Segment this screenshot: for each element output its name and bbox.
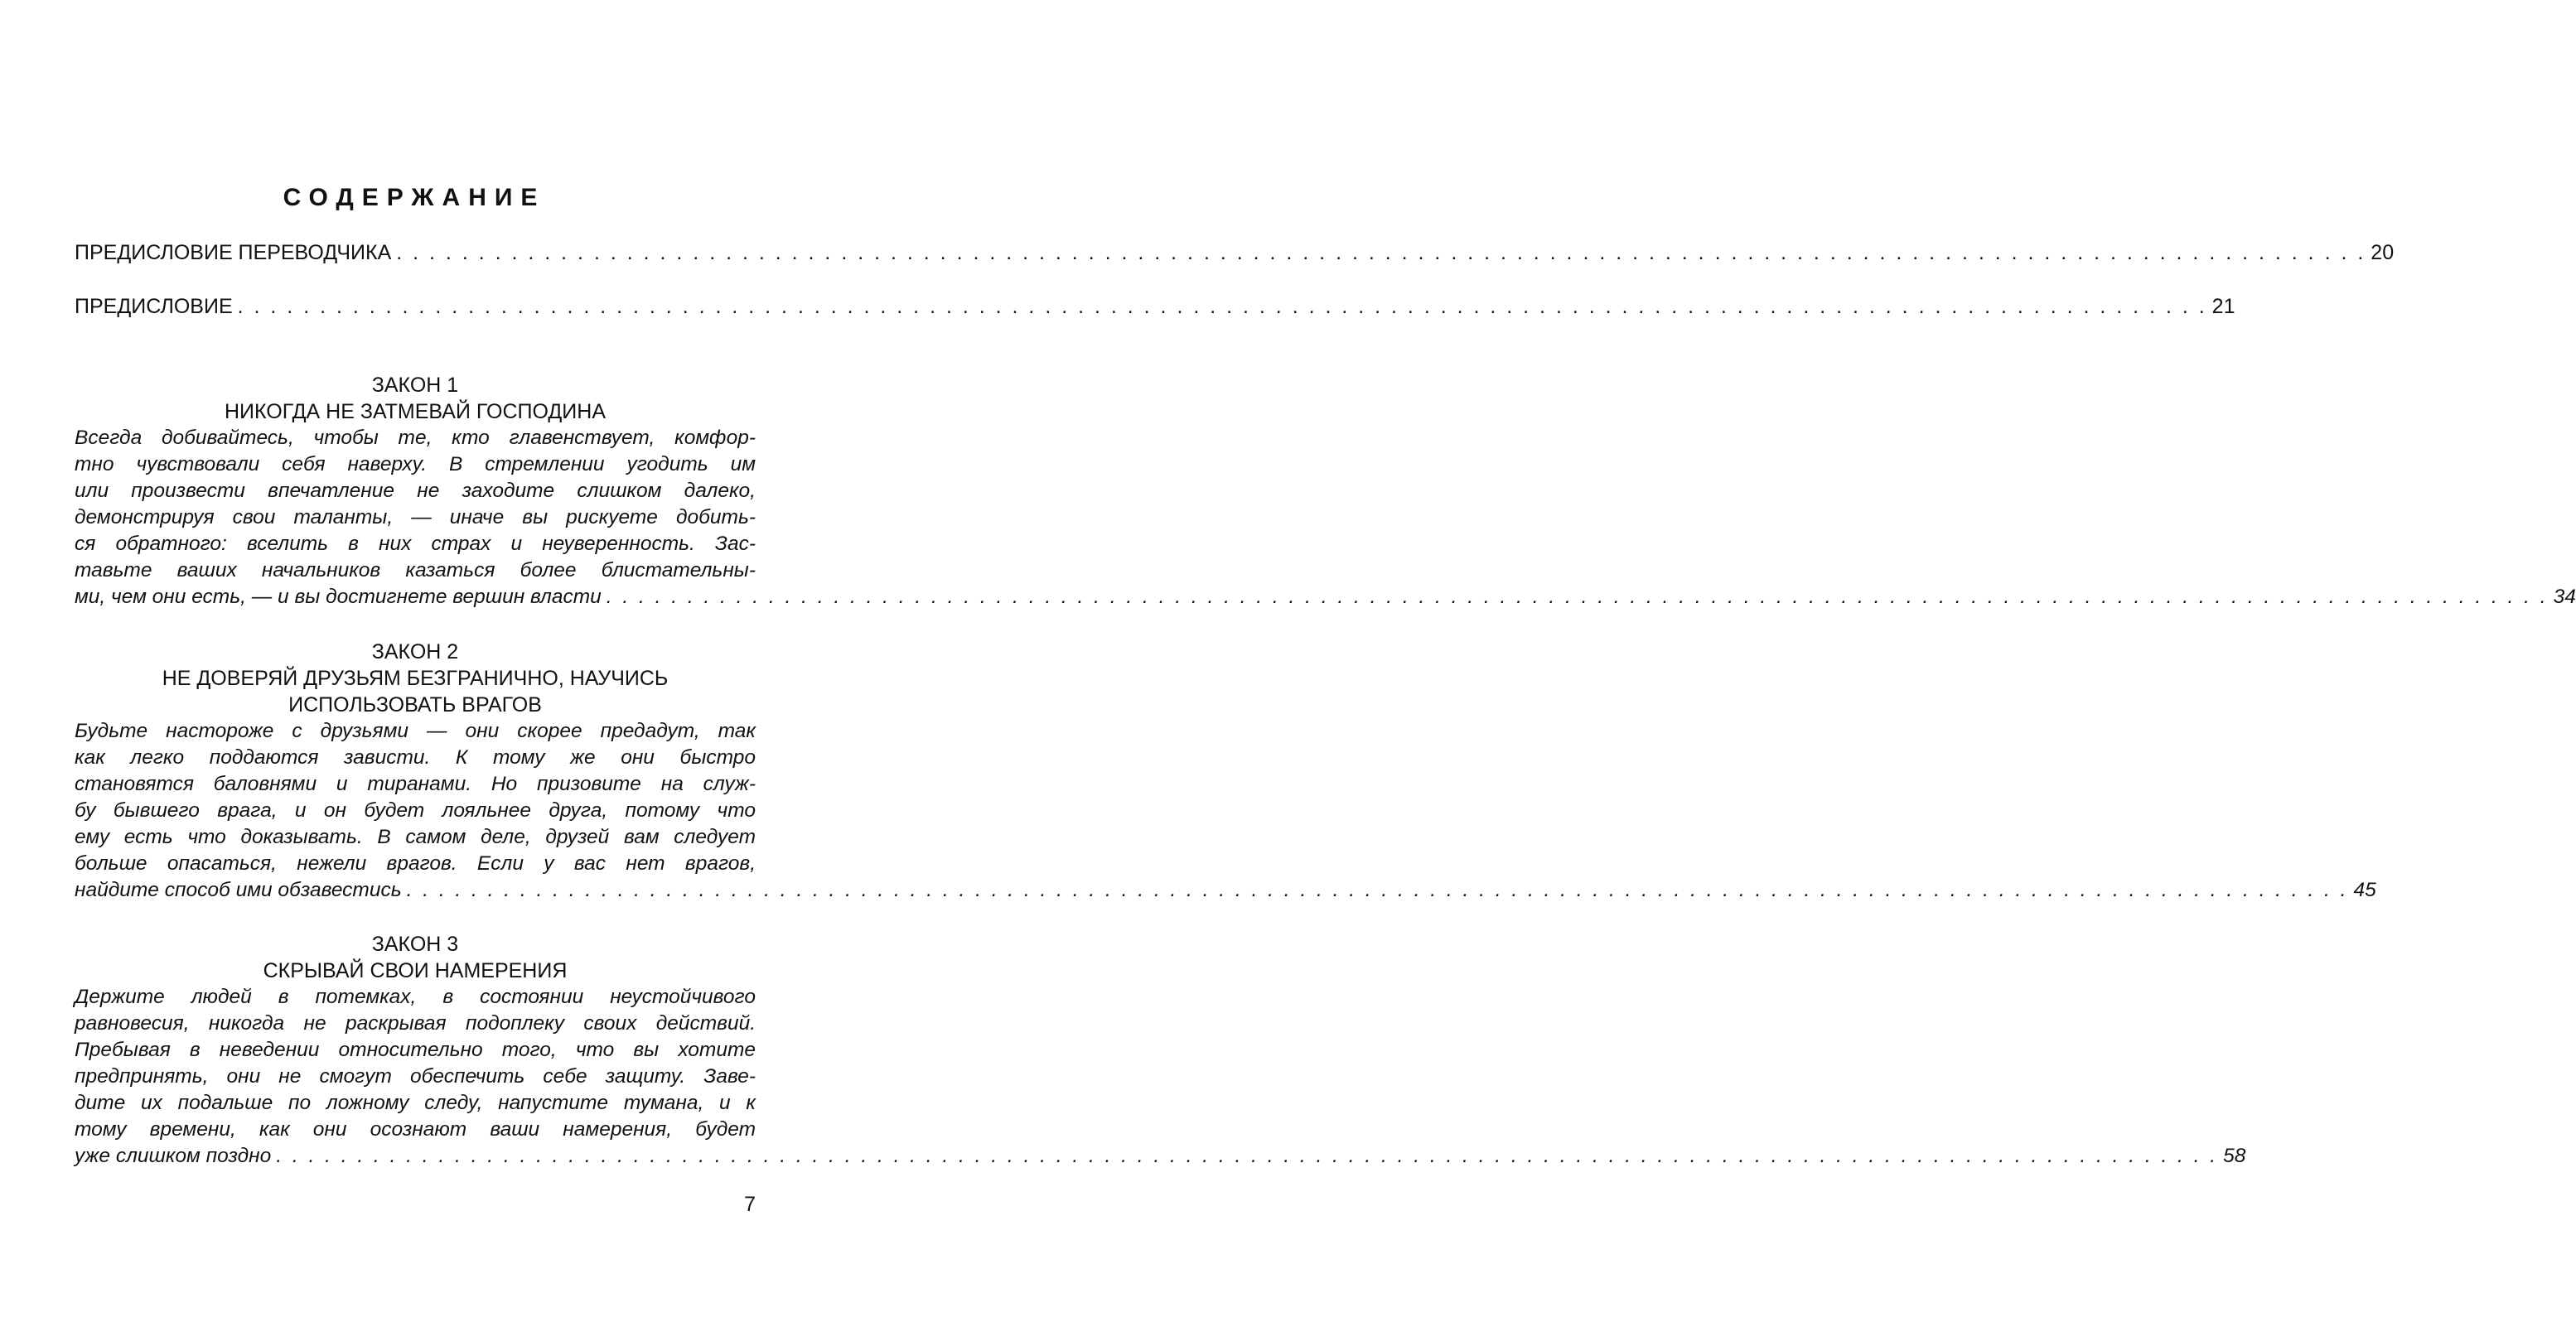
dot-leader: . . . . . . . . . . . . . . . . . . . . . . . . . . . . . . . . . . . . . . . . . . . . . . . . . . . . . . . . . . . . . . . . . . . . . . . . . . . . . . . . . . . . . . . . . . . . . . . . . . . . . . . . . . . . . . . . . . . . . . . . [396, 241, 2366, 264]
law-description-line: тавьте ваших начальников казаться более блистательны- [75, 559, 756, 581]
law-description-line: или произвести впечатление не заходите слишком далеко, [75, 480, 756, 502]
law-description-line: Будьте настороже с друзьями — они скорее предадут, так [75, 720, 756, 742]
law-description-last-line [75, 584, 2576, 610]
dot-leader: . . . . . . . . . . . . . . . . . . . . . . . . . . . . . . . . . . . . . . . . . . . . . . . . . . . . . . . . . . . . . . . . . . . . . . . . . . . . . . . . . . . . . . . . . . . . . . . . . . . . . . . . . . . . . . . . . . . . . . . . [276, 1145, 2219, 1167]
law-number: ЗАКОН 1 [371, 374, 459, 397]
law-description-line: предпринять, они не смогут обеспечить себе защиту. Заве- [75, 1065, 756, 1088]
law-description-line: Всегда добивайтесь, чтобы те, кто главенствует, комфор- [75, 427, 756, 449]
dot-leader: . . . . . . . . . . . . . . . . . . . . . . . . . . . . . . . . . . . . . . . . . . . . . . . . . . . . . . . . . . . . . . . . . . . . . . . . . . . . . . . . . . . . . . . . . . . . . . . . . . . . . . . . . . . . . . . . . . . . . . . . [237, 295, 2207, 318]
law-description-last-line [75, 877, 2376, 904]
law-description-line: тно чувствовали себя наверху. В стремлении угодить им [75, 453, 756, 475]
law-description-text: уже слишком поздно [75, 1145, 272, 1167]
toc-entry-preface[interactable] [75, 293, 2235, 320]
law-description-line: демонстрируя свои таланты, — иначе вы рискуете добить- [75, 506, 756, 528]
toc-entry-page: 20 [2371, 241, 2395, 264]
law-description-line: равновесия, никогда не раскрывая подоплеку своих действий. [75, 1012, 756, 1035]
law-title: ИСПОЛЬЗОВАТЬ ВРАГОВ [288, 693, 542, 716]
toc-entry-label: ПРЕДИСЛОВИЕ [75, 295, 233, 318]
law-number: ЗАКОН 2 [371, 640, 459, 663]
dot-leader: . . . . . . . . . . . . . . . . . . . . . . . . . . . . . . . . . . . . . . . . . . . . . . . . . . . . . . . . . . . . . . . . . . . . . . . . . . . . . . . . . . . . . . . . . . . . . . . . . . . . . . . . . . . . . . . . . . . . . . . . [606, 586, 2549, 608]
toc-entry-translator-preface[interactable] [75, 239, 2395, 266]
law-page: 58 [2223, 1145, 2246, 1167]
law-description-line: как легко поддаются зависти. К тому же они быстро [75, 746, 756, 769]
law-entry-3[interactable] [75, 931, 2246, 1170]
law-title: СКРЫВАЙ СВОИ НАМЕРЕНИЯ [263, 959, 568, 982]
contents-title: СОДЕРЖАНИЕ [283, 184, 546, 211]
law-entry-2[interactable] [75, 639, 2376, 904]
law-title: НИКОГДА НЕ ЗАТМЕВАЙ ГОСПОДИНА [225, 400, 606, 423]
law-description-text: найдите способ ими обзавестись [75, 879, 402, 901]
law-description-line: Пребывая в неведении относительно того, что вы хотите [75, 1039, 756, 1061]
law-description-line: тому времени, как они осознают ваши намерения, будет [75, 1118, 756, 1141]
dot-leader: . . . . . . . . . . . . . . . . . . . . . . . . . . . . . . . . . . . . . . . . . . . . . . . . . . . . . . . . . . . . . . . . . . . . . . . . . . . . . . . . . . . . . . . . . . . . . . . . . . . . . . . . . . . . . . . . . . . . . . . . [406, 879, 2349, 901]
law-number: ЗАКОН 3 [371, 933, 459, 956]
law-page: 34 [2553, 586, 2576, 608]
toc-entry-label: ПРЕДИСЛОВИЕ ПЕРЕВОДЧИКА [75, 241, 392, 264]
law-description-line: ему есть что доказывать. В самом деле, друзей вам следует [75, 826, 756, 848]
law-description-text: ми, чем они есть, — и вы достигнете вершин власти [75, 586, 602, 608]
page-number: 7 [744, 1193, 756, 1216]
law-description-line: ся обратного: вселить в них страх и неуверенность. Зас- [75, 533, 756, 555]
law-title: НЕ ДОВЕРЯЙ ДРУЗЬЯМ БЕЗГРАНИЧНО, НАУЧИСЬ [162, 667, 669, 690]
law-description-line: бу бывшего врага, и он будет лояльнее друга, потому что [75, 799, 756, 822]
law-description-line: Держите людей в потемках, в состоянии неустойчивого [75, 986, 756, 1008]
law-description-line: становятся баловнями и тиранами. Но призовите на служ- [75, 773, 756, 795]
law-page: 45 [2353, 879, 2376, 901]
law-description-line: дите их подальше по ложному следу, напустите тумана, и к [75, 1092, 756, 1114]
law-description-line: больше опасаться, нежели врагов. Если у вас нет врагов, [75, 852, 756, 875]
law-description-last-line [75, 1143, 2246, 1170]
law-entry-1[interactable] [75, 372, 2576, 610]
toc-entry-page: 21 [2211, 295, 2235, 318]
